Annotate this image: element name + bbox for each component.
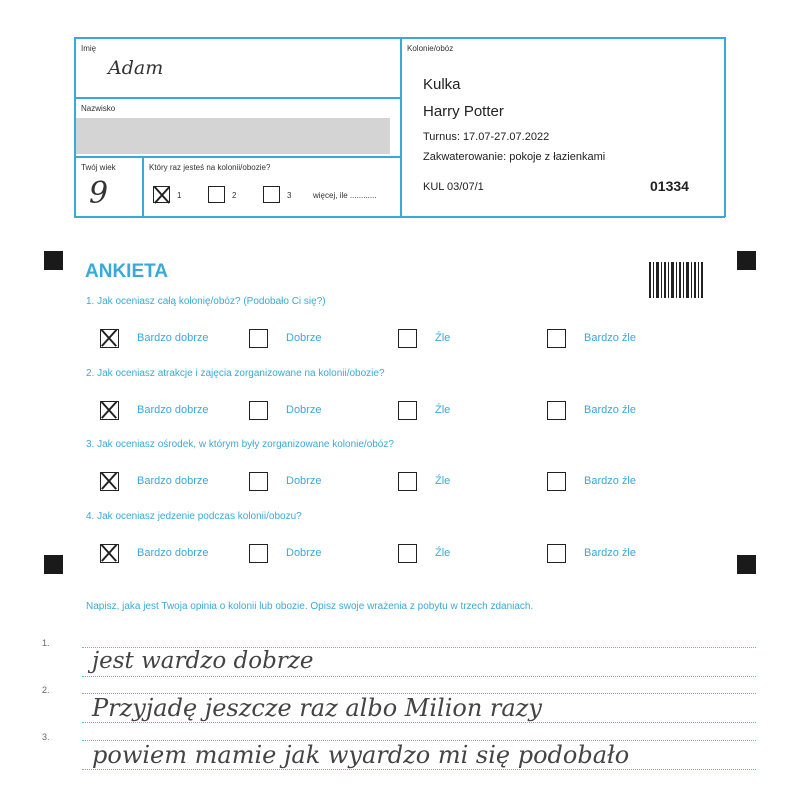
question-4-option-1-checkbox[interactable] (100, 544, 119, 563)
question-3-option-4-label: Bardzo źle (584, 475, 636, 487)
camp-name: Kulka (423, 76, 461, 93)
question-3-option-1-checkbox[interactable] (100, 472, 119, 491)
question-3-option-3-label: Źle (435, 475, 451, 487)
registration-mark (44, 251, 63, 270)
ktory-raz-checkbox-2[interactable] (208, 186, 225, 203)
question-1-option-2-checkbox[interactable] (249, 329, 268, 348)
question-1-option-1-label: Bardzo dobrze (137, 332, 209, 344)
question-3-option-1-label: Bardzo dobrze (137, 475, 209, 487)
question-2-option-2-label: Dobrze (286, 404, 322, 416)
question-3-option-2-label: Dobrze (286, 475, 322, 487)
question-2-option-3-label: Źle (435, 404, 451, 416)
registration-mark (737, 555, 756, 574)
question-4-text: 4. Jak oceniasz jedzenie podczas kolonii/obozu? (86, 511, 302, 522)
question-2-option-2-checkbox[interactable] (249, 401, 268, 420)
kolonie-label: Kolonie/obóz (407, 44, 454, 53)
question-2-option-3-checkbox[interactable] (398, 401, 417, 420)
question-3-option-3-checkbox[interactable] (398, 472, 417, 491)
imie-label: Imię (81, 44, 97, 53)
survey-title: ANKIETA (85, 261, 169, 282)
writing-line (82, 676, 756, 677)
question-4-option-2-label: Dobrze (286, 547, 322, 559)
wiek-field[interactable]: 9 (89, 176, 109, 211)
question-1-option-4-checkbox[interactable] (547, 329, 566, 348)
question-1-text: 1. Jak oceniasz całą kolonię/obóz? (Podobało Ci się?) (86, 296, 326, 307)
wiek-label: Twój wiek (81, 163, 116, 172)
question-4-option-2-checkbox[interactable] (249, 544, 268, 563)
handwritten-answer-2[interactable]: Przyjadę jeszcze raz albo Milion razy (92, 694, 542, 722)
camp-theme: Harry Potter (423, 103, 504, 120)
line-number: 2. (42, 685, 50, 695)
nazwisko-label: Nazwisko (81, 104, 116, 113)
question-2-option-4-checkbox[interactable] (547, 401, 566, 420)
question-4-option-3-checkbox[interactable] (398, 544, 417, 563)
question-1-option-3-label: Źle (435, 332, 451, 344)
question-2-option-1-checkbox[interactable] (100, 401, 119, 420)
ktory-raz-option-3: 3 (287, 191, 292, 200)
ktory-raz-more: więcej, ile ............ (313, 191, 377, 200)
question-1-option-4-label: Bardzo źle (584, 332, 636, 344)
handwritten-answer-1[interactable]: jest wardzo dobrze (92, 648, 314, 674)
writing-line (82, 722, 756, 723)
question-2-option-1-label: Bardzo dobrze (137, 404, 209, 416)
question-1-option-3-checkbox[interactable] (398, 329, 417, 348)
question-1-option-1-checkbox[interactable] (100, 329, 119, 348)
writing-line (82, 769, 756, 770)
question-3-option-2-checkbox[interactable] (249, 472, 268, 491)
registration-mark (44, 555, 63, 574)
form-number: 01334 (650, 178, 689, 194)
handwritten-answer-3[interactable]: powiem mamie jak wyardzo mi się podobało (92, 741, 630, 769)
line-number: 3. (42, 732, 50, 742)
registration-mark (737, 251, 756, 270)
imie-field[interactable]: Adam (108, 57, 164, 79)
opinion-prompt: Napisz, jaka jest Twoja opinia o kolonii lub obozie. Opisz swoje wrażenia z pobytu w trzech zdaniach. (86, 601, 534, 612)
turnus: Turnus: 17.07-27.07.2022 (423, 131, 550, 143)
question-1-option-2-label: Dobrze (286, 332, 322, 344)
zakwaterowanie: Zakwaterowanie: pokoje z łazienkami (423, 151, 606, 163)
ktory-raz-checkbox-1[interactable] (153, 186, 170, 203)
line-number: 1. (42, 638, 50, 648)
question-3-option-4-checkbox[interactable] (547, 472, 566, 491)
ktory-raz-option-1: 1 (177, 191, 182, 200)
question-2-text: 2. Jak oceniasz atrakcje i zajęcia zorganizowane na kolonii/obozie? (86, 368, 385, 379)
question-4-option-4-label: Bardzo źle (584, 547, 636, 559)
redacted-surname (76, 118, 390, 154)
ktory-raz-label: Który raz jesteś na kolonii/obozie? (149, 163, 271, 172)
question-2-option-4-label: Bardzo źle (584, 404, 636, 416)
question-4-option-4-checkbox[interactable] (547, 544, 566, 563)
barcode (649, 262, 703, 298)
question-4-option-3-label: Źle (435, 547, 451, 559)
camp-code: KUL 03/07/1 (423, 181, 484, 193)
ktory-raz-checkbox-3[interactable] (263, 186, 280, 203)
question-4-option-1-label: Bardzo dobrze (137, 547, 209, 559)
question-3-text: 3. Jak oceniasz ośrodek, w którym były zorganizowane kolonie/obóz? (86, 439, 394, 450)
ktory-raz-option-2: 2 (232, 191, 237, 200)
